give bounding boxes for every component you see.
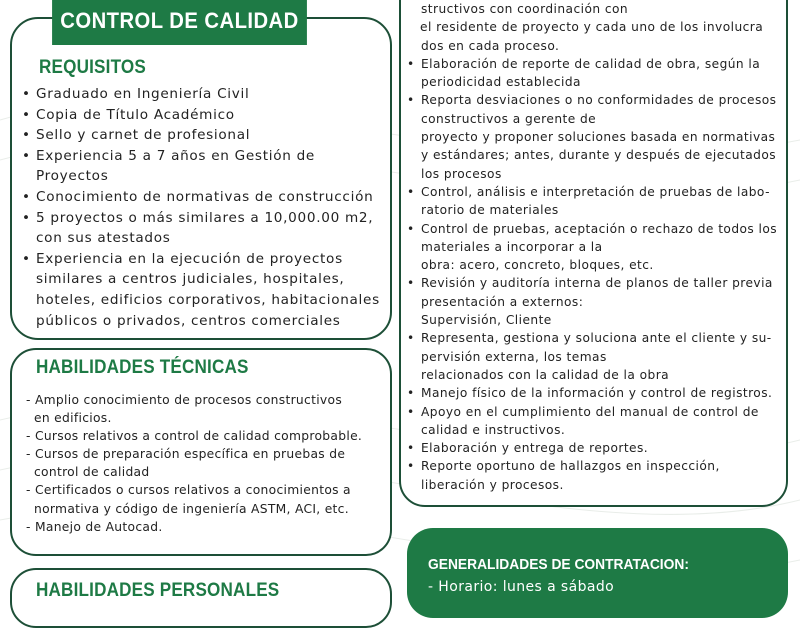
list-item: • 5 proyectos o más similares a 10,000.00 m2, con sus atestados: [22, 209, 374, 247]
list-item: - Certificados o cursos relativos a conocimientos a normativa y código de ingeniería ASTM, ACI, etc.: [26, 483, 351, 516]
habilidades-personales-heading: HABILIDADES PERSONALES: [36, 580, 280, 601]
list-item: • Control, análisis e interpretación de pruebas de labo- ratorio de materiales: [407, 184, 770, 218]
generalidades-horario: - Horario: lunes a sábado: [428, 579, 615, 595]
generalidades-heading: GENERALIDADES DE CONTRATACION:: [428, 556, 689, 573]
list-item: • Experiencia 5 a 7 años en Gestión de Proyectos: [22, 147, 315, 185]
list-item: - Manejo de Autocad.: [26, 519, 163, 534]
list-item: • Elaboración de reporte de calidad de obra, según la periodicidad establecida: [407, 56, 761, 90]
requisitos-heading: REQUISITOS: [39, 57, 146, 78]
list-item: • Experiencia en la ejecución de proyectos similares a centros judiciales, hospitales, hoteles, edificios corporativos, habitacionales públicos o privados, centros comerciales: [22, 250, 380, 329]
habilidades-tecnicas-list: [26, 391, 386, 536]
list-item: - Amplio conocimiento de procesos constructivos en edificios.: [26, 393, 343, 426]
list-item: • Representa, gestiona y soluciona ante el cliente y su- pervisión externa, los temas relacionados con la calidad de la obra: [407, 331, 772, 382]
list-item: • Reporta desviaciones o no conformidades de procesos constructivos a gerente de proyecto y proponer soluciones basada en normativas y estándares; antes, durante y después de ejecutados los procesos: [407, 93, 777, 181]
list-item: • Sello y carnet de profesional: [22, 127, 251, 144]
list-item: • Apoyo en el cumplimiento del manual de control de calidad e instructivos.: [407, 404, 759, 437]
page-title: CONTROL DE CALIDAD: [52, 0, 307, 45]
list-item: structivos con coordinación con el residente de proyecto y cada uno de los involucra dos en cada proceso.: [420, 2, 764, 53]
list-item: • Graduado en Ingeniería Civil: [22, 86, 250, 102]
list-item: • Reporte oportuno de hallazgos en inspección, liberación y procesos.: [407, 459, 720, 492]
habilidades-tecnicas-heading: HABILIDADES TÉCNICAS: [36, 357, 249, 378]
generalidades-card: [407, 528, 788, 618]
list-item: • Control de pruebas, aceptación o rechazo de todos los materiales a incorporar a la obra: acero, concreto, bloques, etc.: [407, 221, 778, 273]
list-item: • Conocimiento de normativas de construcción: [22, 188, 374, 205]
list-item: • Manejo físico de la información y control de registros.: [407, 386, 773, 401]
list-item: - Cursos relativos a control de calidad comprobable.: [26, 429, 363, 444]
list-item: • Revisión y auditoría interna de planos de taller previa presentación a externos: Supervisión, Cliente: [407, 276, 773, 328]
list-item: • Elaboración y entrega de reportes.: [407, 441, 649, 456]
responsabilidades-list: [407, 0, 779, 494]
list-item: • Copia de Título Académico: [22, 106, 235, 123]
requisitos-list: [22, 84, 384, 331]
list-item: - Cursos de preparación específica en pruebas de control de calidad: [26, 447, 346, 480]
